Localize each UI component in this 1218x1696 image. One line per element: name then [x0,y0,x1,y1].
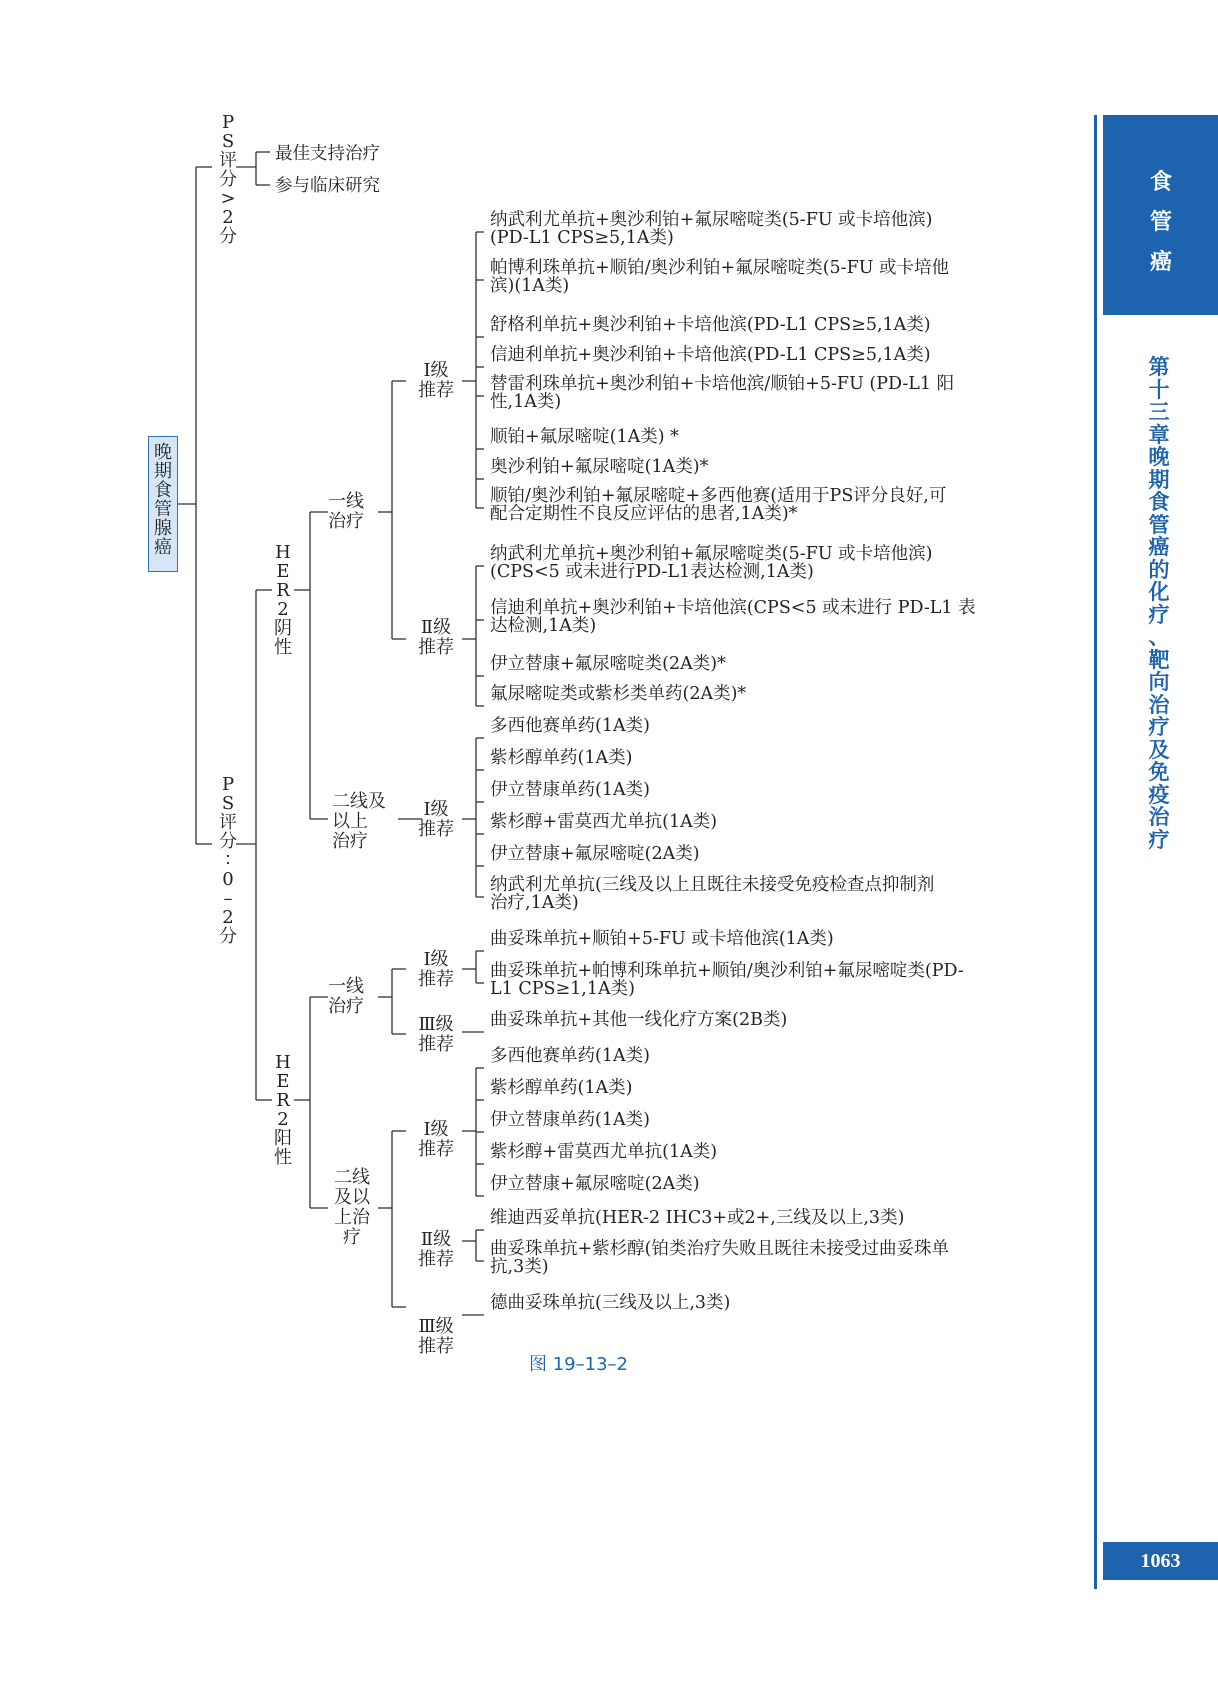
recommendation-item: 德曲妥珠单抗(三线及以上,3类) [490,1293,731,1313]
her2neg-first-line-text: 一线 治疗 [328,491,364,532]
recommendation-item: 曲妥珠单抗+顺铂+5-FU 或卡培他滨(1A类) [490,929,834,949]
recommendation-item: 顺铂+氟尿嘧啶(1A类) * [490,427,679,447]
ps-high-label: P S 评 分 > 2 分 [219,112,237,247]
page-number: 1063 [1103,1542,1218,1580]
sidebar-tab [1103,115,1218,315]
grade-text: Ⅰ级 推荐 [418,949,454,990]
her2neg-l1-grade2-label [418,618,454,658]
recommendation-item: 氟尿嘧啶类或紫杉类单药(2A类)* [490,684,747,704]
recommendation-item: 纳武利尤单抗+奥沙利铂+氟尿嘧啶类(5-FU 或卡培他滨) [490,210,933,230]
recommendation-item: 伊立替康单药(1A类) [490,780,650,800]
chapter-title: 第 十 三 章 晚 期 食 管 癌 的 化 疗 、 靶 向 治 疗 及 免 疫 治 疗 [1148,354,1170,852]
recommendation-item: 信迪利单抗+奥沙利铂+卡培他滨(PD-L1 CPS≥5,1A类) [490,345,931,365]
recommendation-item: 多西他赛单药(1A类) [490,1046,650,1066]
her2-positive-label: H E R 2 阳 性 [274,1052,292,1168]
her2neg-l2-grade1-label [418,800,454,840]
her2pos-first-line-text: 一线 治疗 [328,976,364,1017]
ps-high-item-1: 最佳支持治疗 [275,144,380,164]
her2pos-l2-grade1-label [418,1120,454,1160]
recommendation-item: 紫杉醇单药(1A类) [490,748,633,768]
recommendation-item: 达检测,1A类) [490,616,597,636]
grade-text: Ⅲ级 推荐 [418,1014,454,1055]
recommendation-item: 曲妥珠单抗+帕博利珠单抗+顺铂/奥沙利铂+氟尿嘧啶类(PD- [490,961,964,981]
recommendation-item: (PD-L1 CPS≥5,1A类) [490,228,674,248]
her2pos-second-line-text: 二线 及以 上治 疗 [334,1167,370,1248]
sidebar-rule [1094,115,1097,1589]
root-node [148,436,178,572]
her2pos-l1-grade1-label [418,950,454,990]
recommendation-item: 滨)(1A类) [490,276,570,296]
recommendation-item: (CPS<5 或未进行PD-L1表达检测,1A类) [490,562,814,582]
recommendation-item: 治疗,1A类) [490,893,579,913]
recommendation-item: 纳武利尤单抗+奥沙利铂+氟尿嘧啶类(5-FU 或卡培他滨) [490,544,933,564]
recommendation-item: 舒格利单抗+奥沙利铂+卡培他滨(PD-L1 CPS≥5,1A类) [490,315,931,335]
recommendation-item: 伊立替康单药(1A类) [490,1110,650,1130]
figure-caption: 图 19–13–2 [529,1354,628,1375]
grade-text: Ⅰ级 推荐 [418,1119,454,1160]
root-label: 晚 期 食 管 腺 癌 [154,442,172,558]
recommendation-item: 信迪利单抗+奥沙利铂+卡培他滨(CPS<5 或未进行 PD-L1 表 [490,598,976,618]
recommendation-item: 紫杉醇+雷莫西尤单抗(1A类) [490,1142,718,1162]
ps-high-item-2: 参与临床研究 [275,176,380,196]
recommendation-item: 多西他赛单药(1A类) [490,716,650,736]
recommendation-item: 伊立替康+氟尿嘧啶(2A类) [490,1174,700,1194]
recommendation-item: 奥沙利铂+氟尿嘧啶(1A类)* [490,457,709,477]
recommendation-item: 紫杉醇+雷莫西尤单抗(1A类) [490,812,718,832]
grade-text: Ⅱ级 推荐 [418,617,454,658]
recommendation-item: 帕博利珠单抗+顺铂/奥沙利铂+氟尿嘧啶类(5-FU 或卡培他 [490,258,950,278]
grade-text: Ⅰ级 推荐 [418,799,454,840]
recommendation-item: 顺铂/奥沙利铂+氟尿嘧啶+多西他赛(适用于PS评分良好,可 [490,486,947,506]
her2pos-l2-grade3-label [418,1317,454,1357]
grade-text: Ⅲ级 推荐 [418,1316,454,1357]
her2pos-l2-grade2-label [418,1230,454,1270]
her2neg-first-line-label [328,492,364,532]
ps-low-label: P S 评 分 ∶ 0 – 2 分 [219,774,237,947]
sidebar-tab-title: 食 管 癌 [1149,170,1172,275]
her2pos-first-line-label [328,977,364,1017]
recommendation-item: 维迪西妥单抗(HER-2 IHC3+或2+,三线及以上,3类) [490,1208,905,1228]
recommendation-item: 伊立替康+氟尿嘧啶类(2A类)* [490,654,726,674]
grade-text: Ⅱ级 推荐 [418,1229,454,1270]
her2neg-second-line-label [332,792,386,852]
recommendation-item: 替雷利珠单抗+奥沙利铂+卡培他滨/顺铂+5-FU (PD-L1 阳 [490,374,955,394]
recommendation-item: 抗,3类) [490,1257,549,1277]
recommendation-item: 曲妥珠单抗+其他一线化疗方案(2B类) [490,1010,788,1030]
her2neg-l1-grade1-label [418,361,454,401]
recommendation-item: 纳武利尤单抗(三线及以上且既往未接受免疫检查点抑制剂 [490,875,935,895]
recommendation-item: 伊立替康+氟尿嘧啶(2A类) [490,844,700,864]
her2neg-second-line-text: 二线及 以上 治疗 [332,791,386,852]
recommendation-item: 曲妥珠单抗+紫杉醇(铂类治疗失败且既往未接受过曲妥珠单 [490,1239,949,1259]
recommendation-item: 紫杉醇单药(1A类) [490,1078,633,1098]
grade-text: Ⅰ级 推荐 [418,360,454,401]
her2pos-l1-grade3-label [418,1015,454,1055]
recommendation-item: 性,1A类) [490,392,562,412]
recommendation-item: L1 CPS≥1,1A类) [490,979,635,999]
her2pos-second-line-label [334,1168,370,1248]
recommendation-item: 配合定期性不良反应评估的患者,1A类)* [490,504,798,524]
her2-negative-label: H E R 2 阴 性 [274,542,292,658]
